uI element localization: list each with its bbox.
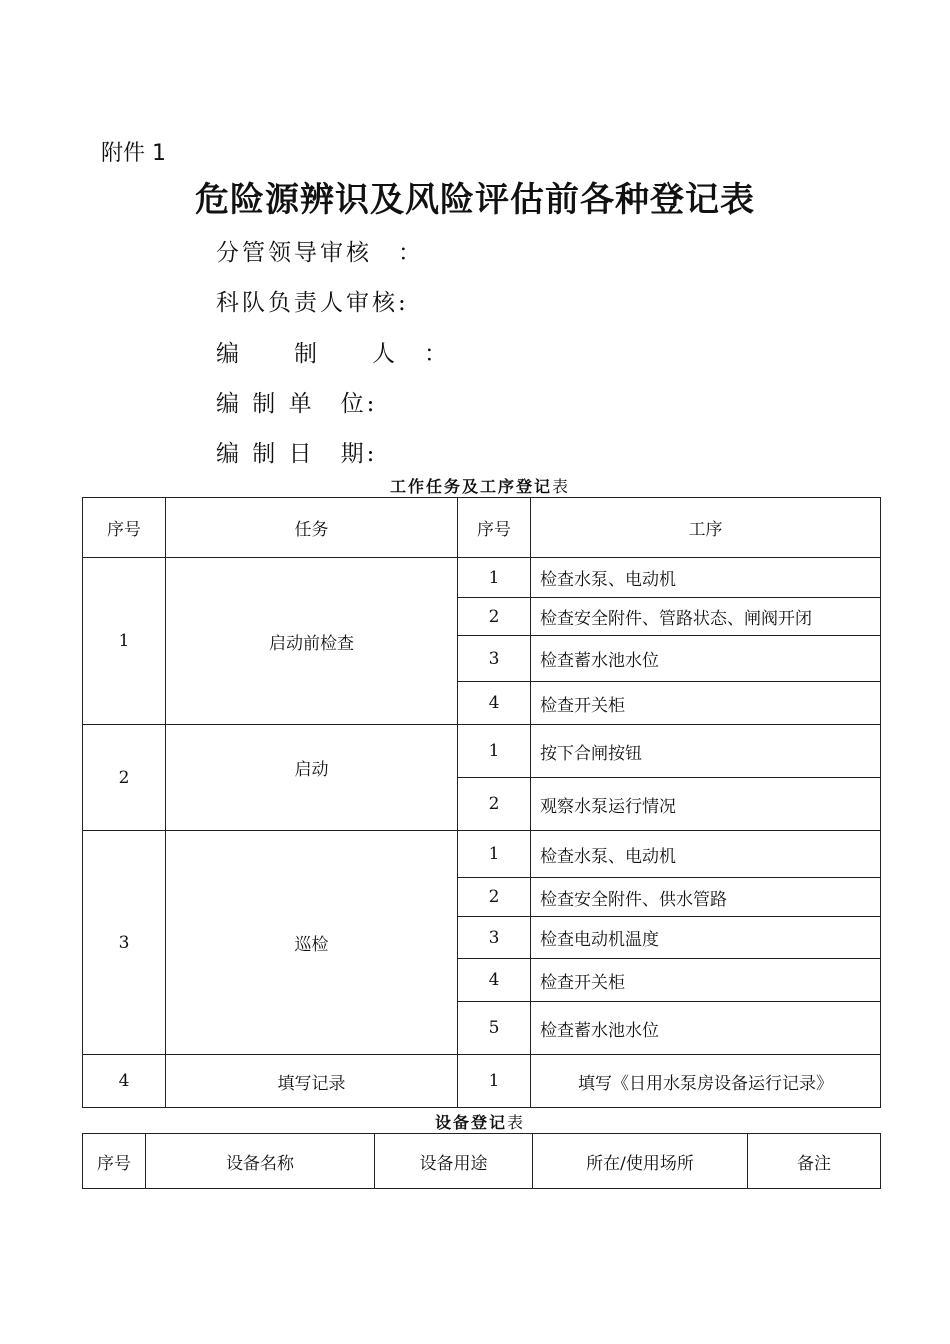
step-text-cell: 检查安全附件、供水管路 [531,878,881,917]
step-no-cell: 3 [458,636,531,682]
step-text-cell: 检查安全附件、管路状态、闸阀开闭 [531,598,881,636]
step-no-cell: 1 [458,1055,531,1108]
equipment-table-caption-tail: 表 [507,1113,526,1132]
header-equipment-location: 所在/使用场所 [533,1134,748,1189]
step-no-cell: 4 [458,959,531,1002]
step-text-cell: 按下合闸按钮 [531,725,881,778]
header-step: 工序 [531,498,881,558]
task-no-cell: 1 [83,558,166,725]
equipment-table-caption [0,1110,950,1133]
header-equipment-name: 设备名称 [146,1134,375,1189]
header-equipment-no: 序号 [83,1134,146,1189]
step-text-cell: 检查水泵、电动机 [531,558,881,598]
header-task-no: 序号 [83,498,166,558]
step-text-cell: 检查开关柜 [531,682,881,725]
step-no-cell: 1 [458,558,531,598]
equipment-table [82,1133,881,1189]
step-text-cell: 检查电动机温度 [531,917,881,959]
step-no-cell: 3 [458,917,531,959]
task-table-caption-tail: 表 [552,477,571,496]
step-text-cell: 检查开关柜 [531,959,881,1002]
field-compile-date: 编 制 日 期: [216,441,378,467]
task-table-header-row [83,498,881,558]
field-compiler: 编 制 人 ： [216,341,450,367]
task-table-caption-main: 工作任务及工序登记 [389,477,552,496]
header-equipment-remarks: 备注 [748,1134,881,1189]
step-text-cell: 检查蓄水池水位 [531,636,881,682]
step-no-cell: 1 [458,725,531,778]
field-team-leader-review: 科队负责人审核: [216,290,409,316]
task-name-cell: 填写记录 [166,1055,458,1108]
document-title: 危险源辨识及风险评估前各种登记表 [195,180,755,220]
step-no-cell: 2 [458,598,531,636]
step-text-cell: 填写《日用水泵房设备运行记录》 [531,1055,881,1108]
task-name-cell: 启动 [166,725,458,831]
field-compiling-unit: 编 制 单 位: [216,391,378,417]
table-row [83,725,881,778]
step-no-cell: 2 [458,778,531,831]
equipment-table-header-row [83,1134,881,1189]
step-no-cell: 2 [458,878,531,917]
table-row [83,831,881,878]
step-no-cell: 5 [458,1002,531,1055]
equipment-table-caption-main: 设备登记 [434,1113,507,1132]
task-no-cell: 4 [83,1055,166,1108]
task-name-cell: 巡检 [166,831,458,1055]
step-text-cell: 观察水泵运行情况 [531,778,881,831]
task-table-caption [0,474,950,497]
header-equipment-use: 设备用途 [375,1134,533,1189]
step-no-cell: 1 [458,831,531,878]
attachment-label: 附件 1 [101,141,166,166]
field-supervisor-review: 分管领导审核 ： [216,240,424,266]
header-task: 任务 [166,498,458,558]
step-text-cell: 检查水泵、电动机 [531,831,881,878]
task-name-cell: 启动前检查 [166,558,458,725]
header-step-no: 序号 [458,498,531,558]
table-row [83,558,881,598]
table-row [83,1055,881,1108]
step-text-cell: 检查蓄水池水位 [531,1002,881,1055]
step-no-cell: 4 [458,682,531,725]
task-table [82,497,881,1108]
task-no-cell: 3 [83,831,166,1055]
task-no-cell: 2 [83,725,166,831]
